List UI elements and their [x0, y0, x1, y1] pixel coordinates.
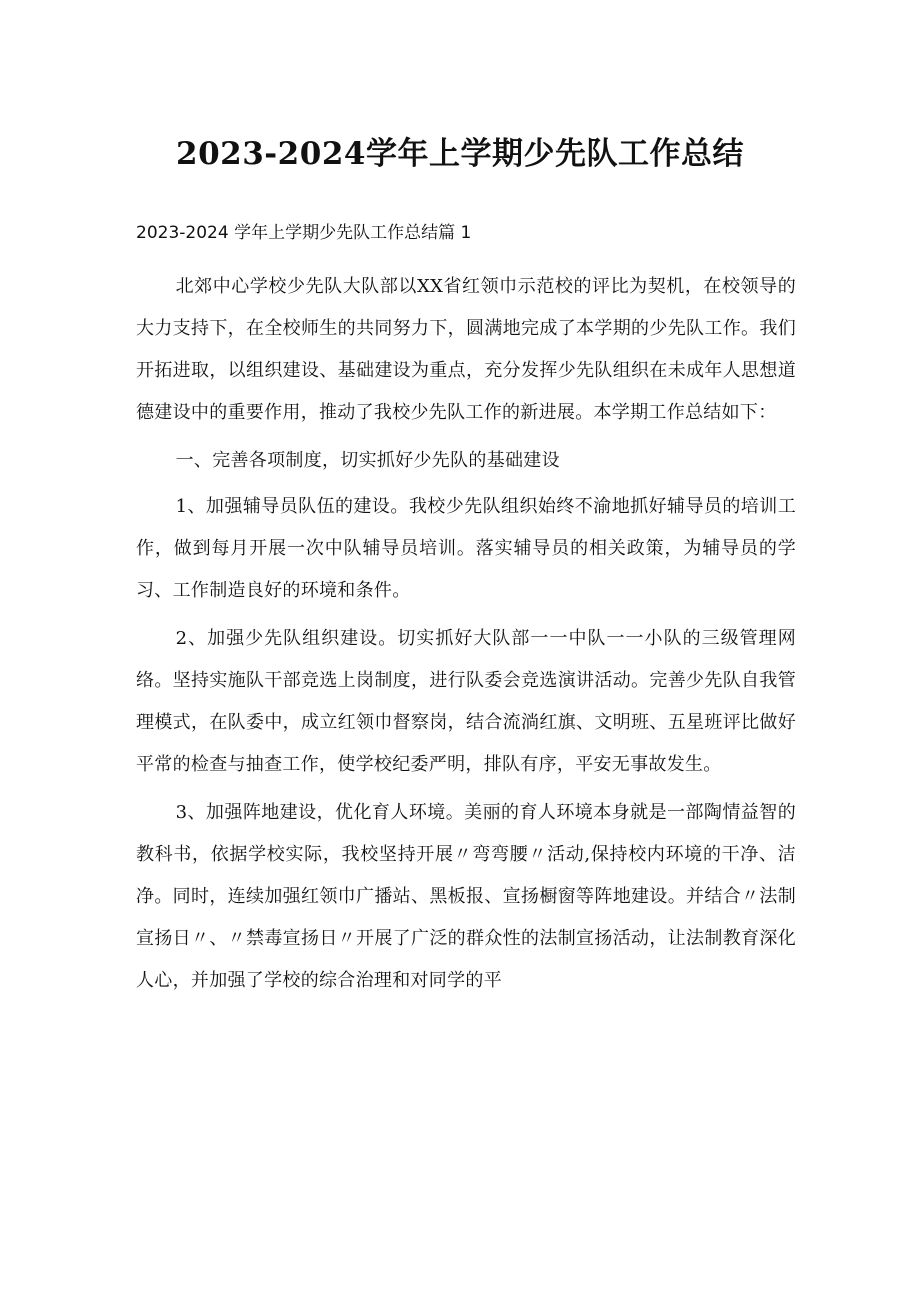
section-heading-1: 一、完善各项制度，切实抓好少先队的基础建设 — [175, 450, 560, 471]
paragraph-intro: 北郊中心学校少先队大队部以XX省红领巾示范校的评比为契机，在校领导的大力支持下，在全校师生的共同努力下，圆满地完成了本学期的少先队工作。我们开拓进取，以组织建设、基础建设为重点，充分发挥少先队组织在未成年人思想道德建设中的重要作用，推动了我校少先队工作的新进展。本学期工作总结如下： — [136, 276, 796, 423]
paragraph-item-3: 3、加强阵地建设，优化育人环境。美丽的育人环境本身就是一部陶情益智的教科书，依据学校实际，我校坚持开展〃弯弯腰〃活动,保持校内环境的干净、洁净。同时，连续加强红领巾广播站、黑板报、宣扬橱窗等阵地建设。并结合〃法制宣扬日〃、〃禁毒宣扬日〃开展了广泛的群众性的法制宣扬活动，让法制教育深化人心，并加强了学校的综合治理和对同学的平 — [136, 802, 796, 991]
document-body — [136, 266, 796, 1008]
section-subtitle: 2023-2024 学年上学期少先队工作总结篇 1 — [136, 223, 472, 243]
document-title: 2023-2024学年上学期少先队工作总结 — [176, 136, 744, 172]
paragraph-item-2: 2、加强少先队组织建设。切实抓好大队部一一中队一一小队的三级管理网络。坚持实施队干部竞选上岗制度，进行队委会竞选演讲活动。完善少先队自我管理模式，在队委中，成立红领巾督察岗，结合流淌红旗、文明班、五星班评比做好平常的检查与抽查工作，使学校纪委严明，排队有序，平安无事故发生。 — [136, 628, 796, 775]
paragraph-item-1: 1、加强辅导员队伍的建设。我校少先队组织始终不渝地抓好辅导员的培训工作，做到每月开展一次中队辅导员培训。落实辅导员的相关政策，为辅导员的学习、工作制造良好的环境和条件。 — [136, 496, 796, 601]
